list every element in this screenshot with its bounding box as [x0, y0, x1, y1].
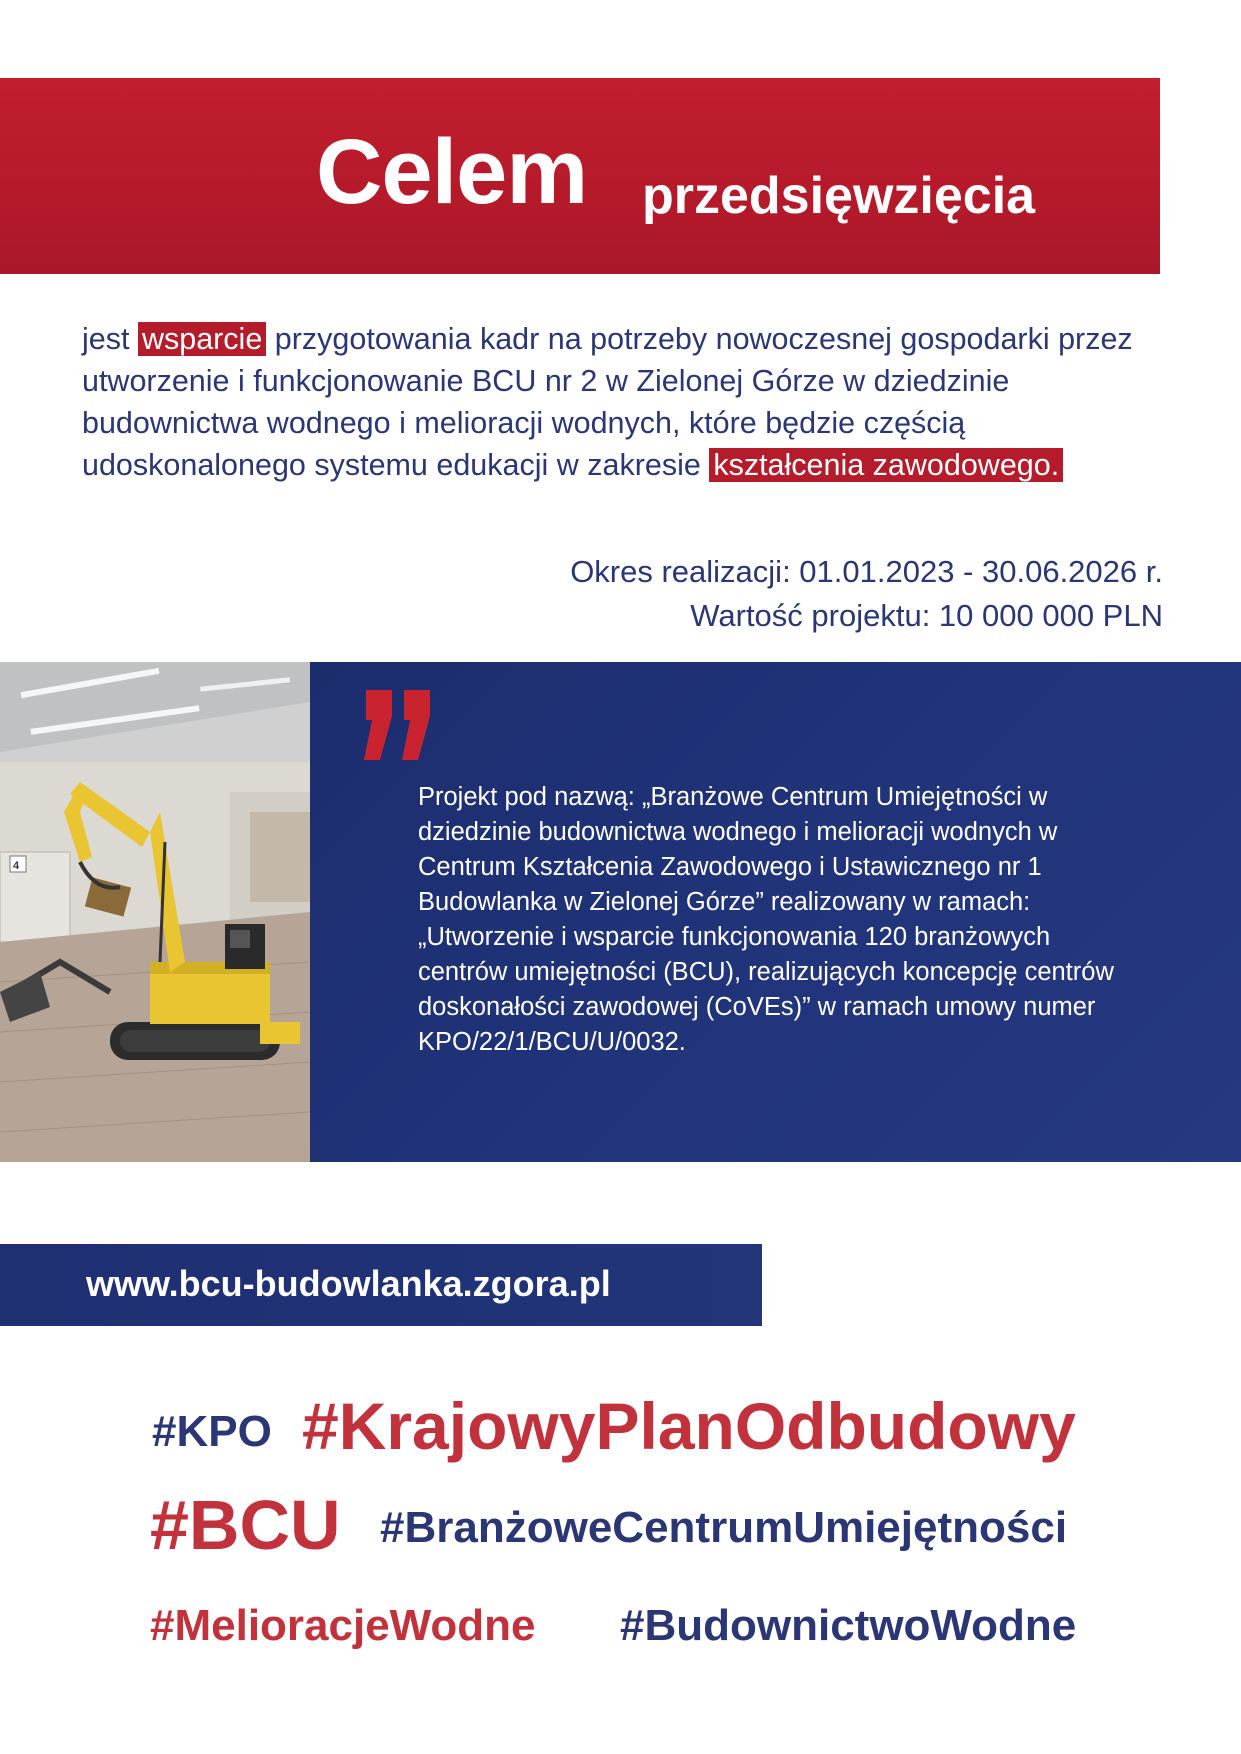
hashtag-bcu: #BCU — [150, 1486, 341, 1564]
website-link[interactable]: www.bcu-budowlanka.zgora.pl — [86, 1263, 611, 1304]
photo-sign-number: 4 — [13, 860, 20, 872]
hashtag-branzowe-centrum: #BranżoweCentrumUmiejętności — [380, 1503, 1068, 1552]
intro-highlight-ksztalcenie: kształcenia zawodowego. — [709, 448, 1063, 482]
project-period: Okres realizacji: 01.01.2023 - 30.06.2026 r. — [570, 554, 1163, 589]
header-subtitle: przedsięwzięcia — [642, 167, 1036, 225]
hashtag-krajowy-plan-odbudowy: #KrajowyPlanOdbudowy — [302, 1389, 1076, 1463]
intro-highlight-wsparcie: wsparcie — [138, 322, 266, 356]
quote-mark-icon — [358, 690, 438, 762]
project-description: Projekt pod nazwą: „Branżowe Centrum Umiejętności w dziedzinie budownictwa wodnego i melioracji wodnych w Centrum Kształcenia Zawodowego i Ustawicznego nr 1 Budowlanka w Zielonej Górze” realizowany w ramach: „Utworzenie i wsparcie funkcjonowania 120 branżowych centrów umiejętności (BCU), realizujących koncepcję centrów doskonałości zawodowej (CoVEs)” w ramach umowy numer KPO/22/1/BCU/U/0032. — [418, 783, 1114, 1056]
excavator-photo-illustration — [0, 662, 310, 1162]
header-title: Celem — [316, 121, 588, 223]
intro-text-start: jest — [82, 322, 130, 356]
intro-text-body: przygotowania kadr na potrzeby nowoczesnej gospodarki przez utworzenie i funkcjonowanie BCU nr 2 w Zielonej Górze w dziedzinie budownictwa wodnego i melioracji wodnych, które będzie częścią udoskonalonego systemu edukacji w zakresie — [82, 322, 1133, 482]
project-value: Wartość projektu: 10 000 000 PLN — [690, 598, 1163, 633]
hashtag-melioracje-wodne: #MelioracjeWodne — [150, 1601, 536, 1650]
hashtag-budownictwo-wodne: #BudownictwoWodne — [620, 1601, 1077, 1650]
excavator-photo — [0, 662, 310, 1162]
hashtag-kpo: #KPO — [152, 1407, 272, 1456]
intro-paragraph — [82, 318, 1162, 486]
